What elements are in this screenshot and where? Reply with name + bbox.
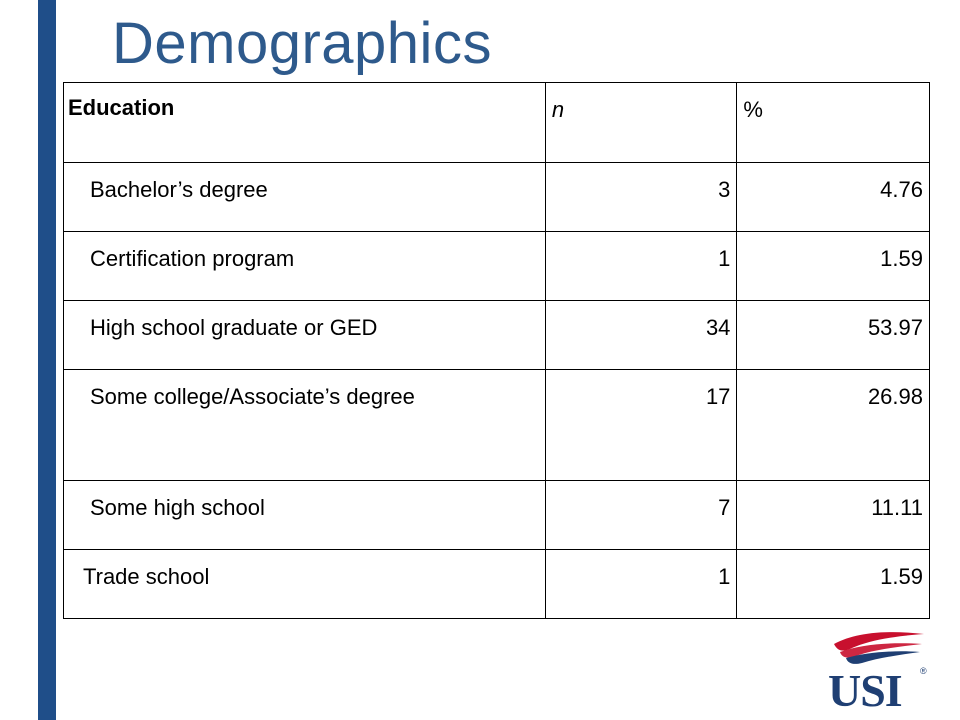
logo-wordmark: USI: [828, 665, 902, 710]
row-n: 17: [545, 370, 737, 481]
row-percent: 4.76: [737, 163, 930, 232]
page-title: Demographics: [112, 11, 492, 76]
row-n: 1: [545, 232, 737, 301]
row-label: Trade school: [64, 550, 546, 619]
row-percent: 11.11: [737, 481, 930, 550]
row-label: High school graduate or GED: [64, 301, 546, 370]
table-header-row: [64, 83, 930, 163]
row-n: 34: [545, 301, 737, 370]
row-n: 1: [545, 550, 737, 619]
row-label: Some college/Associate’s degree: [64, 370, 546, 481]
logo-registered-mark: ®: [920, 666, 927, 676]
row-percent: 1.59: [737, 232, 930, 301]
education-table: [63, 82, 930, 619]
row-label: Bachelor’s degree: [64, 163, 546, 232]
row-n: 3: [545, 163, 737, 232]
row-percent: 1.59: [737, 550, 930, 619]
table-row: [64, 370, 930, 481]
row-percent: 26.98: [737, 370, 930, 481]
table-row: [64, 163, 930, 232]
header-percent: %: [737, 83, 930, 163]
header-n: n: [545, 83, 737, 163]
table-row: [64, 232, 930, 301]
usi-logo: [826, 630, 930, 710]
header-education: Education: [64, 83, 546, 163]
table-row: [64, 550, 930, 619]
table-row: [64, 481, 930, 550]
row-percent: 53.97: [737, 301, 930, 370]
table-row: [64, 301, 930, 370]
row-label: Some high school: [64, 481, 546, 550]
row-n: 7: [545, 481, 737, 550]
row-label: Certification program: [64, 232, 546, 301]
left-accent-bar: [38, 0, 56, 720]
